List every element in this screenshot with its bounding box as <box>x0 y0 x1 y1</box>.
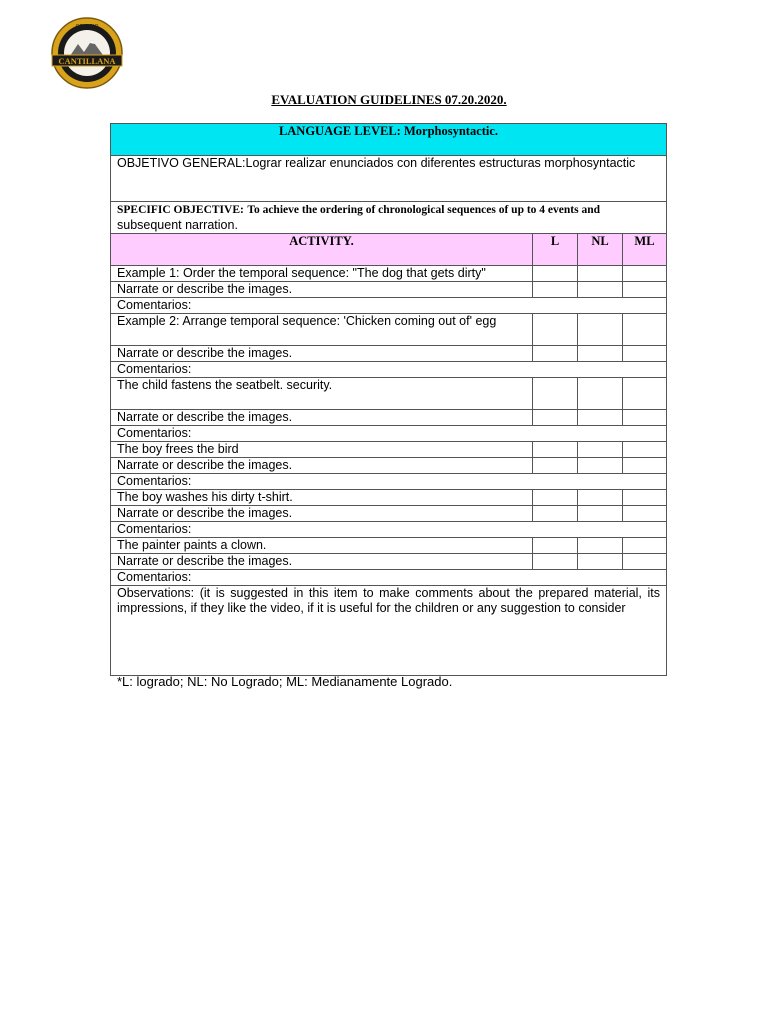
table-row: Narrate or describe the images. <box>111 282 533 298</box>
nl-cell[interactable] <box>578 442 623 458</box>
ml-cell[interactable] <box>623 282 667 298</box>
activity-header: ACTIVITY. <box>111 234 533 266</box>
ml-cell[interactable] <box>623 346 667 362</box>
table-row: The child fastens the seatbelt. security. <box>111 378 533 410</box>
l-cell[interactable] <box>533 282 578 298</box>
nl-cell[interactable] <box>578 282 623 298</box>
school-logo <box>50 16 124 90</box>
ml-cell[interactable] <box>623 442 667 458</box>
l-header: L <box>533 234 578 266</box>
specific-objective-text: To achieve the ordering of chronological sequences of up to 4 events and <box>247 204 600 216</box>
table-row: The painter paints a clown. <box>111 538 533 554</box>
table-row: Example 2: Arrange temporal sequence: 'Chicken coming out of' egg <box>111 314 533 346</box>
comments-row[interactable]: Comentarios: <box>111 298 667 314</box>
l-cell[interactable] <box>533 490 578 506</box>
nl-cell[interactable] <box>578 314 623 346</box>
nl-cell[interactable] <box>578 554 623 570</box>
table-row: The boy frees the bird <box>111 442 533 458</box>
l-cell[interactable] <box>533 266 578 282</box>
logo-name: CANTILLANA <box>58 56 116 66</box>
l-cell[interactable] <box>533 458 578 474</box>
language-level-value: Morphosyntactic. <box>403 124 499 138</box>
l-cell[interactable] <box>533 538 578 554</box>
ml-cell[interactable] <box>623 554 667 570</box>
ml-header: ML <box>623 234 667 266</box>
l-cell[interactable] <box>533 346 578 362</box>
nl-cell[interactable] <box>578 266 623 282</box>
l-cell[interactable] <box>533 506 578 522</box>
l-cell[interactable] <box>533 442 578 458</box>
comments-row[interactable]: Comentarios: <box>111 426 667 442</box>
comments-row[interactable]: Comentarios: <box>111 474 667 490</box>
table-row: Example 1: Order the temporal sequence: "The dog that gets dirty" <box>111 266 533 282</box>
specific-objective <box>111 202 667 234</box>
nl-cell[interactable] <box>578 378 623 410</box>
table-row: Narrate or describe the images. <box>111 458 533 474</box>
table-row: Narrate or describe the images. <box>111 554 533 570</box>
ml-cell[interactable] <box>623 506 667 522</box>
l-cell[interactable] <box>533 314 578 346</box>
language-level-row <box>111 124 667 156</box>
table-row: Narrate or describe the images. <box>111 506 533 522</box>
specific-objective-continuation: subsequent narration. <box>117 218 238 232</box>
table-row: Narrate or describe the images. <box>111 346 533 362</box>
nl-cell[interactable] <box>578 506 623 522</box>
comments-row[interactable]: Comentarios: <box>111 570 667 586</box>
evaluation-table <box>110 123 667 676</box>
observations-box[interactable]: Observations: (it is suggested in this item to make comments about the prepared material, its impressions, if they like the video, if it is useful for the children or any suggestion to consider <box>111 586 667 676</box>
nl-cell[interactable] <box>578 538 623 554</box>
specific-objective-label: SPECIFIC OBJECTIVE: <box>117 204 244 216</box>
ml-cell[interactable] <box>623 538 667 554</box>
ml-cell[interactable] <box>623 378 667 410</box>
l-cell[interactable] <box>533 554 578 570</box>
ml-cell[interactable] <box>623 490 667 506</box>
ml-cell[interactable] <box>623 458 667 474</box>
logo-top-text: COLEGIO <box>75 24 99 30</box>
nl-header: NL <box>578 234 623 266</box>
nl-cell[interactable] <box>578 458 623 474</box>
ml-cell[interactable] <box>623 266 667 282</box>
comments-row[interactable]: Comentarios: <box>111 362 667 378</box>
comments-row[interactable]: Comentarios: <box>111 522 667 538</box>
l-cell[interactable] <box>533 410 578 426</box>
nl-cell[interactable] <box>578 490 623 506</box>
nl-cell[interactable] <box>578 346 623 362</box>
nl-cell[interactable] <box>578 410 623 426</box>
l-cell[interactable] <box>533 378 578 410</box>
language-level-label: LANGUAGE LEVEL: <box>278 124 401 138</box>
ml-cell[interactable] <box>623 314 667 346</box>
ml-cell[interactable] <box>623 410 667 426</box>
general-objective: OBJETIVO GENERAL:Lograr realizar enunciados con diferentes estructuras morphosyntactic <box>111 156 667 202</box>
legend-note: *L: logrado; NL: No Logrado; ML: Medianamente Logrado. <box>117 674 453 689</box>
table-row: The boy washes his dirty t-shirt. <box>111 490 533 506</box>
document-title: EVALUATION GUIDELINES 07.20.2020. <box>271 92 507 107</box>
table-row: Narrate or describe the images. <box>111 410 533 426</box>
